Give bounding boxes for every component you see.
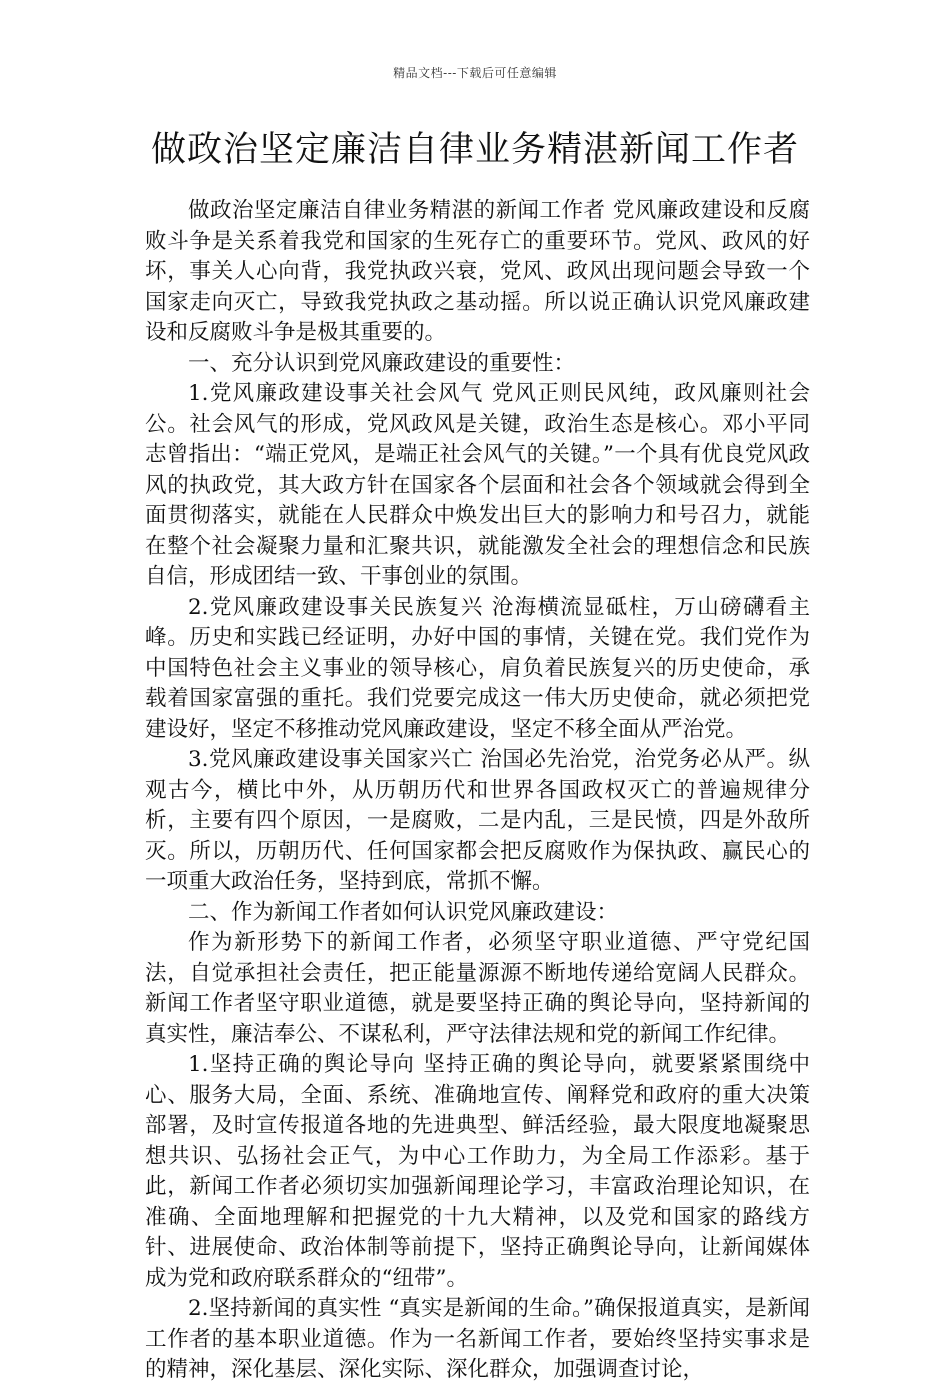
paragraph-national-rejuvenation: 2.党风廉政建设事关民族复兴 沧海横流显砥柱，万山磅礴看主峰。历史和实践已经证明，办好中国的事情，关键在党。我们党作为中国特色社会主义事业的领导核心，肩负着民族复兴的历史使命，承载着国家富强的重托。我们党要完成这一伟大历史使命，就必须把党建设好，坚定不移推动党风廉政建设，坚定不移全面从严治党。 — [145, 594, 810, 742]
paragraph-journalist-duty: 作为新形势下的新闻工作者，必须坚守职业道德、严守党纪国法，自觉承担社会责任，把正能量源源不断地传递给宽阔人民群众。新闻工作者坚守职业道德，就是要坚持正确的舆论导向，坚持新闻的真实性，廉洁奉公、不谋私利，严守法律法规和党的新闻工作纪律。 — [145, 930, 810, 1047]
section-heading-2: 二、作为新闻工作者如何认识党风廉政建设： — [188, 899, 619, 925]
document-body — [145, 196, 810, 1386]
section-heading-1: 一、充分认识到党风廉政建设的重要性： — [188, 350, 576, 376]
intro-paragraph: 做政治坚定廉洁自律业务精湛的新闻工作者 党风廉政建设和反腐败斗争是关系着我党和国家的生死存亡的重要环节。党风、政风的好坏，事关人心向背，我党执政兴衰，党风、政风出现问题会导致一个国家走向灭亡，导致我党执政之基动摇。所以说正确认识党风廉政建设和反腐败斗争是极其重要的。 — [145, 198, 810, 345]
paragraph-public-opinion: 1.坚持正确的舆论导向 坚持正确的舆论导向，就要紧紧围绕中心、服务大局，全面、系统、准确地宣传、阐释党和政府的重大决策部署，及时宣传报道各地的先进典型、鲜活经验，最大限度地凝聚思想共识、弘扬社会正气，为中心工作助力，为全局工作添彩。基于此，新闻工作者必须切实加强新闻理论学习，丰富政治理论知识，在准确、全面地理解和把握党的十九大精神，以及党和国家的路线方针、进展使命、政治体制等前提下，坚持正确舆论导向，让新闻媒体成为党和政府联系群众的“纽带”。 — [145, 1052, 810, 1291]
paragraph-news-truth: 2.坚持新闻的真实性 “真实是新闻的生命。”确保报道真实，是新闻工作者的基本职业道德。作为一名新闻工作者，要始终坚持实事求是的精神，深化基层、深化实际、深化群众，加强调查讨论， — [145, 1296, 810, 1382]
document-title: 做政治坚定廉洁自律业务精湛新闻工作者 — [150, 130, 799, 170]
paragraph-national-fate: 3.党风廉政建设事关国家兴亡 治国必先治党，治党务必从严。纵观古今，横比中外，从历朝历代和世界各国政权灭亡的普遍规律分析，主要有四个原因，一是腐败，二是内乱，三是民愤，四是外敌所灭。所以，历朝历代、任何国家都会把反腐败作为保执政、赢民心的一项重大政治任务，坚持到底，常抓不懈。 — [145, 747, 810, 894]
header-note: 精品文档---下载后可任意编辑 — [393, 66, 557, 80]
paragraph-social-ethos: 1.党风廉政建设事关社会风气 党风正则民风纯，政风廉则社会公。社会风气的形成，党风政风是关键，政治生态是核心。邓小平同志曾指出：“端正党风，是端正社会风气的关键。”一个具有优良党风政风的执政党，其大政方针在国家各个层面和社会各个领域就会得到全面贯彻落实，就能在人民群众中焕发出巨大的影响力和号召力，就能在整个社会凝聚力量和汇聚共识，就能激发全社会的理想信念和民族自信，形成团结一致、干事创业的氛围。 — [145, 381, 810, 589]
